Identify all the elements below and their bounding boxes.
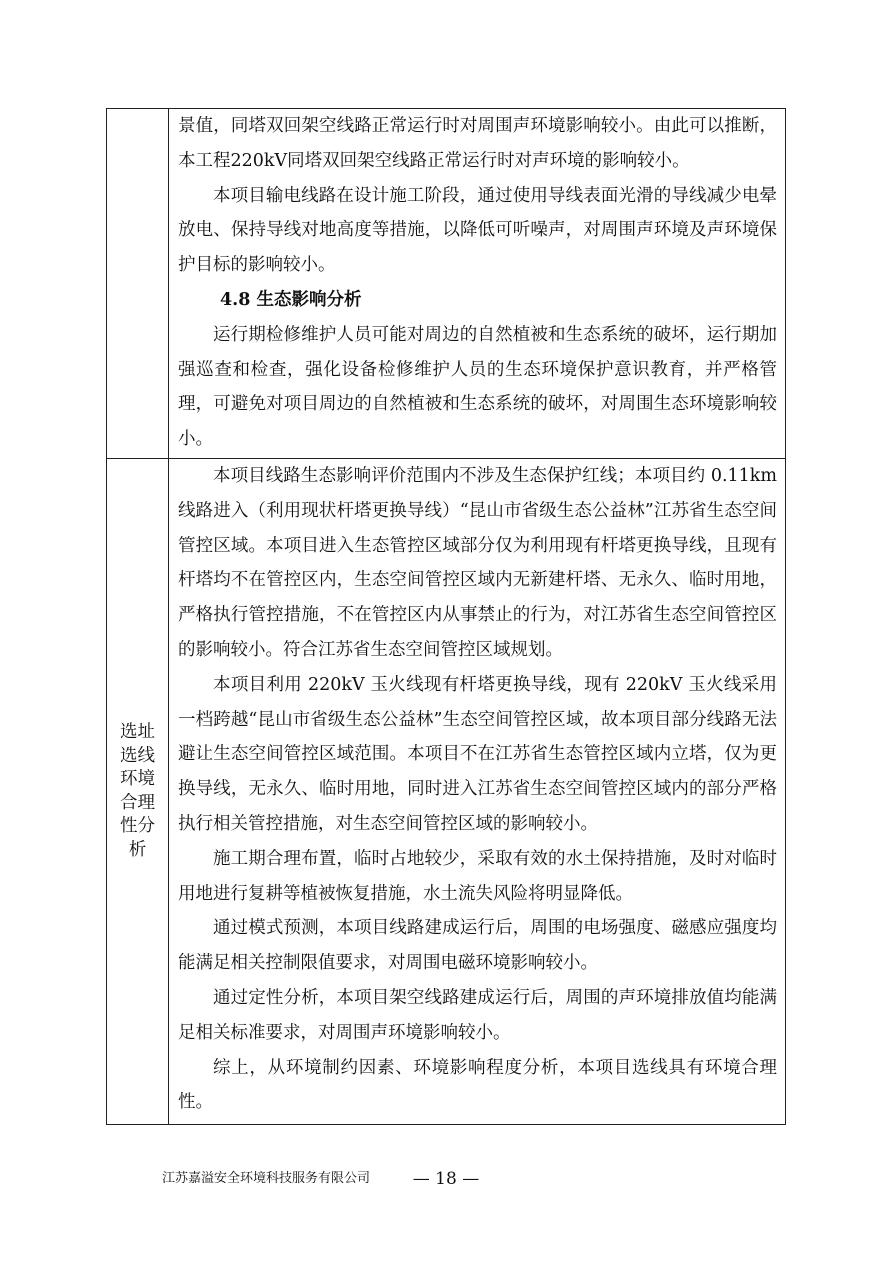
company-name: 江苏嘉溢安全环境科技服务有限公司 <box>162 1171 371 1186</box>
page-number: — 18 — <box>412 1169 480 1189</box>
paragraph: 本项目线路生态影响评价范围内不涉及生态保护红线；本项目约 0.11km 线路进入（利用现状杆塔更换导线）“昆山市省级生态公益林”江苏省生态空间管控区域。本项目进入生态管控区域部分仅为利用现有杆塔更换导线，且现有杆塔均不在管控区内，生态空间管控区域内无新建杆塔、无永久、临时用地，严格执行管控措施，不在管控区内从事禁止的行为，对江苏省生态空间管控区的影响较小。符合江苏省生态空间管控区域规划。 <box>178 466 777 660</box>
table-row <box>107 459 785 1124</box>
paragraph: 通过模式预测，本项目线路建成运行后，周围的电场强度、磁感应强度均能满足相关控制限值要求，对周围电磁环境影响较小。 <box>178 918 777 974</box>
section-heading: 4.8 生态影响分析 <box>220 289 362 310</box>
row-label-cell <box>107 109 169 458</box>
paragraph: 综上，从环境制约因素、环境影响程度分析，本项目选线具有环境合理性。 <box>178 1057 777 1113</box>
row-content-cell <box>169 459 785 1124</box>
page-footer <box>0 1166 892 1192</box>
paragraph: 景值，同塔双回架空线路正常运行时对周围声环境影响较小。由此可以推断，本工程220kV同塔双回架空线路正常运行时对声环境的影响较小。 <box>178 116 777 171</box>
content-table <box>106 108 786 1125</box>
paragraph: 施工期合理布置，临时占地较少，采取有效的水土保持措施，及时对临时用地进行复耕等植被恢复措施，水土流失风险将明显降低。 <box>178 848 777 904</box>
row-content-cell <box>169 109 785 458</box>
row-label-cell <box>107 459 169 1124</box>
paragraph: 运行期检修维护人员可能对周边的自然植被和生态系统的破坏，运行期加强巡查和检查，强化设备检修维护人员的生态环境保护意识教育，并严格管理，可避免对项目周边的自然植被和生态系统的破坏，对周围生态环境影响较小。 <box>178 324 777 450</box>
paragraph: 本项目输电线路在设计施工阶段，通过使用导线表面光滑的导线减少电晕放电、保持导线对地高度等措施，以降低可听噪声，对周围声环境及声环境保护目标的影响较小。 <box>178 185 777 276</box>
table-row <box>107 109 785 459</box>
row-label: 选址选线环境合理性分析 <box>120 722 155 860</box>
paragraph: 通过定性分析，本项目架空线路建成运行后，周围的声环境排放值均能满足相关标准要求，对周围声环境影响较小。 <box>178 987 777 1043</box>
paragraph: 本项目利用 220kV 玉火线现有杆塔更换导线，现有 220kV 玉火线采用一档跨越“昆山市省级生态公益林”生态空间管控区域，故本项目部分线路无法避让生态空间管控区域范围。本项目不在江苏省生态管控区域内立塔，仅为更换导线，无永久、临时用地，同时进入江苏省生态空间管控区域内的部分严格执行相关管控措施，对生态空间管控区域的影响较小。 <box>178 674 777 834</box>
